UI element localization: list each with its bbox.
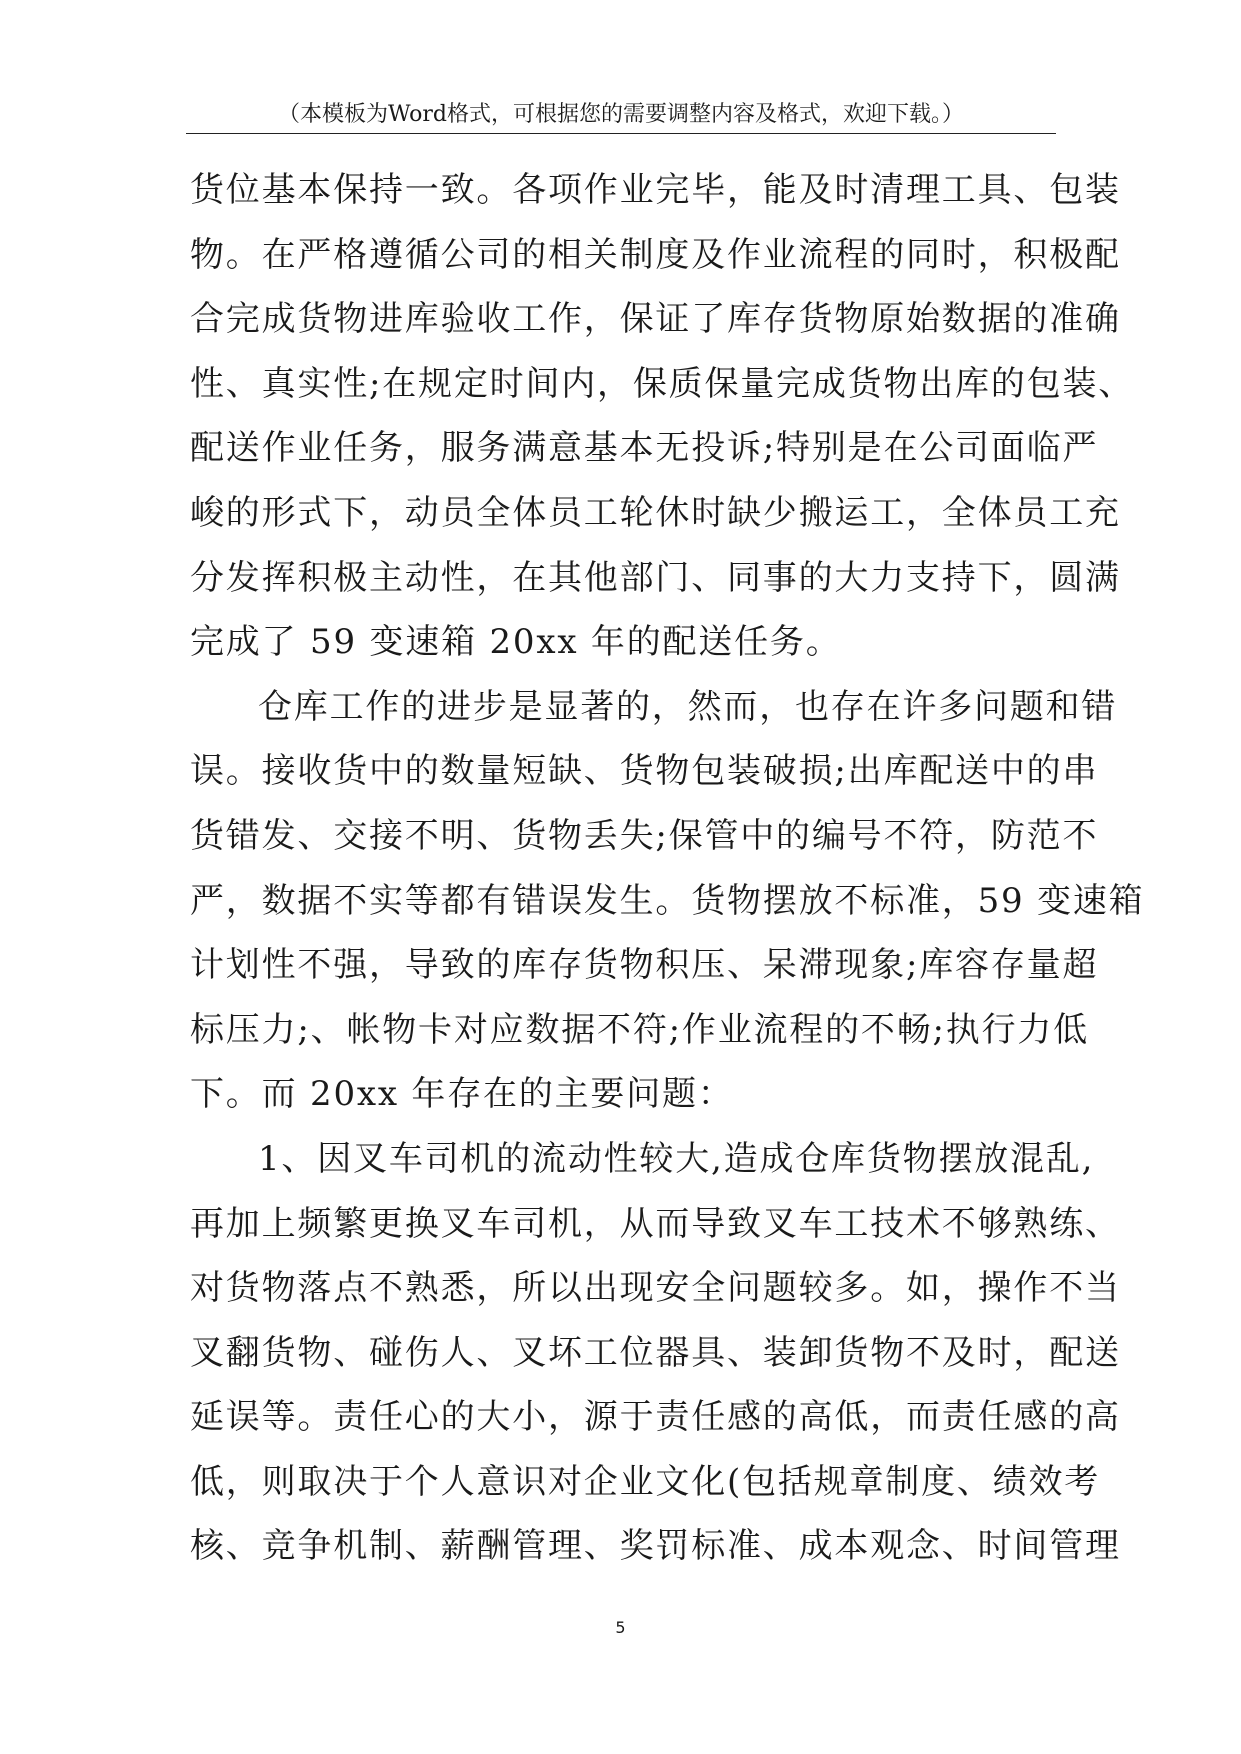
page-number: 5	[615, 1618, 626, 1637]
text-line: 配送作业任务，服务满意基本无投诉;特别是在公司面临严	[190, 428, 1099, 469]
text-line: 下。而 20xx 年存在的主要问题：	[190, 1074, 734, 1115]
document-header-note: （本模板为Word格式，可根据您的需要调整内容及格式，欢迎下载。）	[278, 102, 964, 127]
text-line: 完成了 59 变速箱 20xx 年的配送任务。	[190, 622, 842, 663]
text-line: 叉翻货物、碰伤人、叉坏工位器具、装卸货物不及时，配送	[190, 1332, 1121, 1373]
body-text	[190, 158, 1145, 1579]
text-line: 物。在严格遵循公司的相关制度及作业流程的同时，积极配	[190, 234, 1121, 275]
text-line: 合完成货物进库验收工作，保证了库存货物原始数据的准确	[190, 299, 1121, 340]
text-line: 峻的形式下，动员全体员工轮休时缺少搬运工，全体员工充	[190, 492, 1121, 533]
text-line: 货错发、交接不明、货物丢失;保管中的编号不符，防范不	[190, 815, 1099, 856]
text-line: 再加上频繁更换叉车司机，从而导致叉车工技术不够熟练、	[190, 1203, 1121, 1244]
text-line: 计划性不强，导致的库存货物积压、呆滞现象;库容存量超	[190, 945, 1099, 986]
text-line: 误。接收货中的数量短缺、货物包装破损;出库配送中的串	[190, 751, 1099, 792]
text-line: 分发挥积极主动性，在其他部门、同事的大力支持下，圆满	[190, 557, 1121, 598]
text-line: 标压力;、帐物卡对应数据不符;作业流程的不畅;执行力低	[190, 1009, 1089, 1050]
header-divider	[186, 133, 1056, 134]
text-line: 低，则取决于个人意识对企业文化(包括规章制度、绩效考	[190, 1461, 1101, 1502]
text-line: 核、竞争机制、薪酬管理、奖罚标准、成本观念、时间管理	[190, 1526, 1121, 1567]
text-line: 性、真实性;在规定时间内，保质保量完成货物出库的包装、	[190, 363, 1135, 404]
text-line: 严，数据不实等都有错误发生。货物摆放不标准，59 变速箱	[190, 880, 1145, 921]
text-line: 货位基本保持一致。各项作业完毕，能及时清理工具、包装	[190, 170, 1121, 210]
paragraph-start-line: 仓库工作的进步是显著的，然而，也存在许多问题和错	[258, 686, 1118, 727]
text-line: 延误等。责任心的大小，源于责任感的高低，而责任感的高	[190, 1397, 1121, 1438]
paragraph-start-line: 1、因叉车司机的流动性较大,造成仓库货物摆放混乱,	[258, 1138, 1095, 1179]
text-line: 对货物落点不熟悉，所以出现安全问题较多。如，操作不当	[190, 1268, 1121, 1309]
